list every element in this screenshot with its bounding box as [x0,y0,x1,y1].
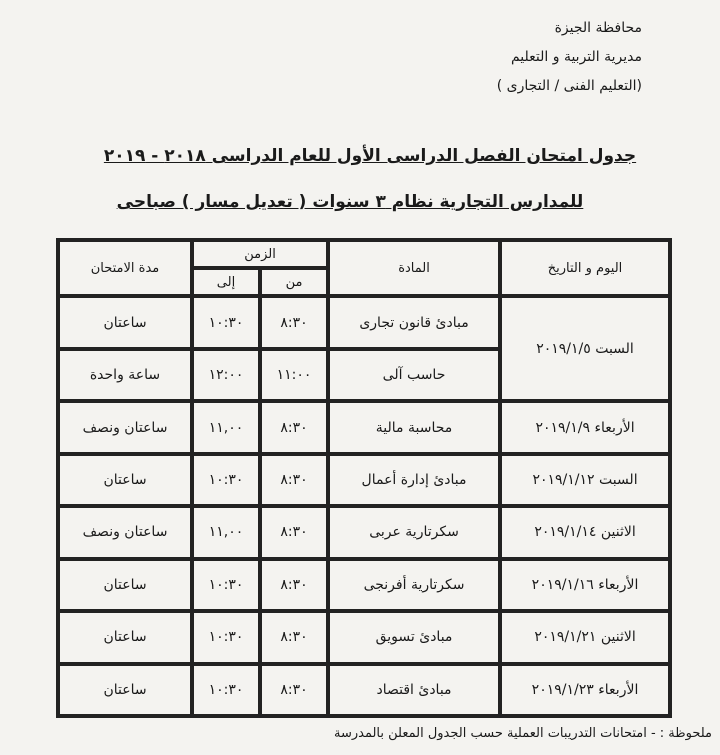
to-cell: ١٠:٣٠ [192,296,260,348]
footnote: ملحوظة : - امتحانات التدريبات العملية حسب الجدول المعلن بالمدرسة [333,726,712,741]
from-cell: ٨:٣٠ [260,454,328,506]
from-cell: ٨:٣٠ [260,664,328,716]
day-date-cell: الأربعاء ٢٠١٩/١/١٦ [500,559,670,611]
subject-cell: مبادئ قانون تجارى [328,296,500,348]
duration-cell: ساعتان ونصف [58,401,192,453]
sub-title: للمدارس التجارية نظام ٣ سنوات ( تعديل مسار ) صباحى [116,192,584,212]
directorate-line: مديرية التربية و التعليم [510,49,642,65]
from-cell: ٨:٣٠ [260,611,328,663]
to-header: إلى [192,268,260,296]
subject-cell: سكرتارية أفرنجى [328,559,500,611]
duration-cell: ساعتان [58,559,192,611]
day-date-cell: الأربعاء ٢٠١٩/١/٢٣ [500,664,670,716]
to-cell: ١٠:٣٠ [192,611,260,663]
exam-schedule-table [56,238,672,718]
subject-header: المادة [328,240,500,296]
table-row [58,559,670,611]
table-row [58,506,670,558]
document-header [497,14,642,101]
table-row [58,401,670,453]
duration-cell: ساعتان [58,664,192,716]
subject-cell: سكرتارية عربى [328,506,500,558]
day-date-cell: الأربعاء ٢٠١٩/١/٩ [500,401,670,453]
subject-cell: حاسب آلى [328,349,500,401]
table-row [58,611,670,663]
day-date-cell: الاثنين ٢٠١٩/١/١٤ [500,506,670,558]
to-cell: ١١,٠٠ [192,401,260,453]
subject-cell: مبادئ إدارة أعمال [328,454,500,506]
duration-cell: ساعتان ونصف [58,506,192,558]
day-date-header: اليوم و التاريخ [500,240,670,296]
duration-header: مدة الامتحان [58,240,192,296]
governorate-line: محافظة الجيزة [554,20,642,36]
to-cell: ١١,٠٠ [192,506,260,558]
to-cell: ١٠:٣٠ [192,559,260,611]
from-cell: ٨:٣٠ [260,401,328,453]
day-date-cell: السبت ٢٠١٩/١/٥ [500,296,670,401]
from-cell: ٨:٣٠ [260,559,328,611]
from-cell: ٨:٣٠ [260,296,328,348]
to-cell: ١٠:٣٠ [192,664,260,716]
subject-cell: مبادئ تسويق [328,611,500,663]
from-cell: ٨:٣٠ [260,506,328,558]
main-title: جدول امتحان الفصل الدراسى الأول للعام الدراسى ٢٠١٨ - ٢٠١٩ [103,146,637,166]
to-cell: ١٢:٠٠ [192,349,260,401]
from-header: من [260,268,328,296]
duration-cell: ساعتان [58,611,192,663]
duration-cell: ساعة واحدة [58,349,192,401]
duration-cell: ساعتان [58,296,192,348]
table-row [58,664,670,716]
from-cell: ١١:٠٠ [260,349,328,401]
header-row [58,240,670,268]
subject-cell: مبادئ اقتصاد [328,664,500,716]
subject-cell: محاسبة مالية [328,401,500,453]
sector-line: (التعليم الفنى / التجارى ) [496,78,642,94]
day-date-cell: الاثنين ٢٠١٩/١/٢١ [500,611,670,663]
duration-cell: ساعتان [58,454,192,506]
time-header: الزمن [192,240,328,268]
day-date-cell: السبت ٢٠١٩/١/١٢ [500,454,670,506]
table-row [58,296,670,348]
to-cell: ١٠:٣٠ [192,454,260,506]
table-row [58,454,670,506]
